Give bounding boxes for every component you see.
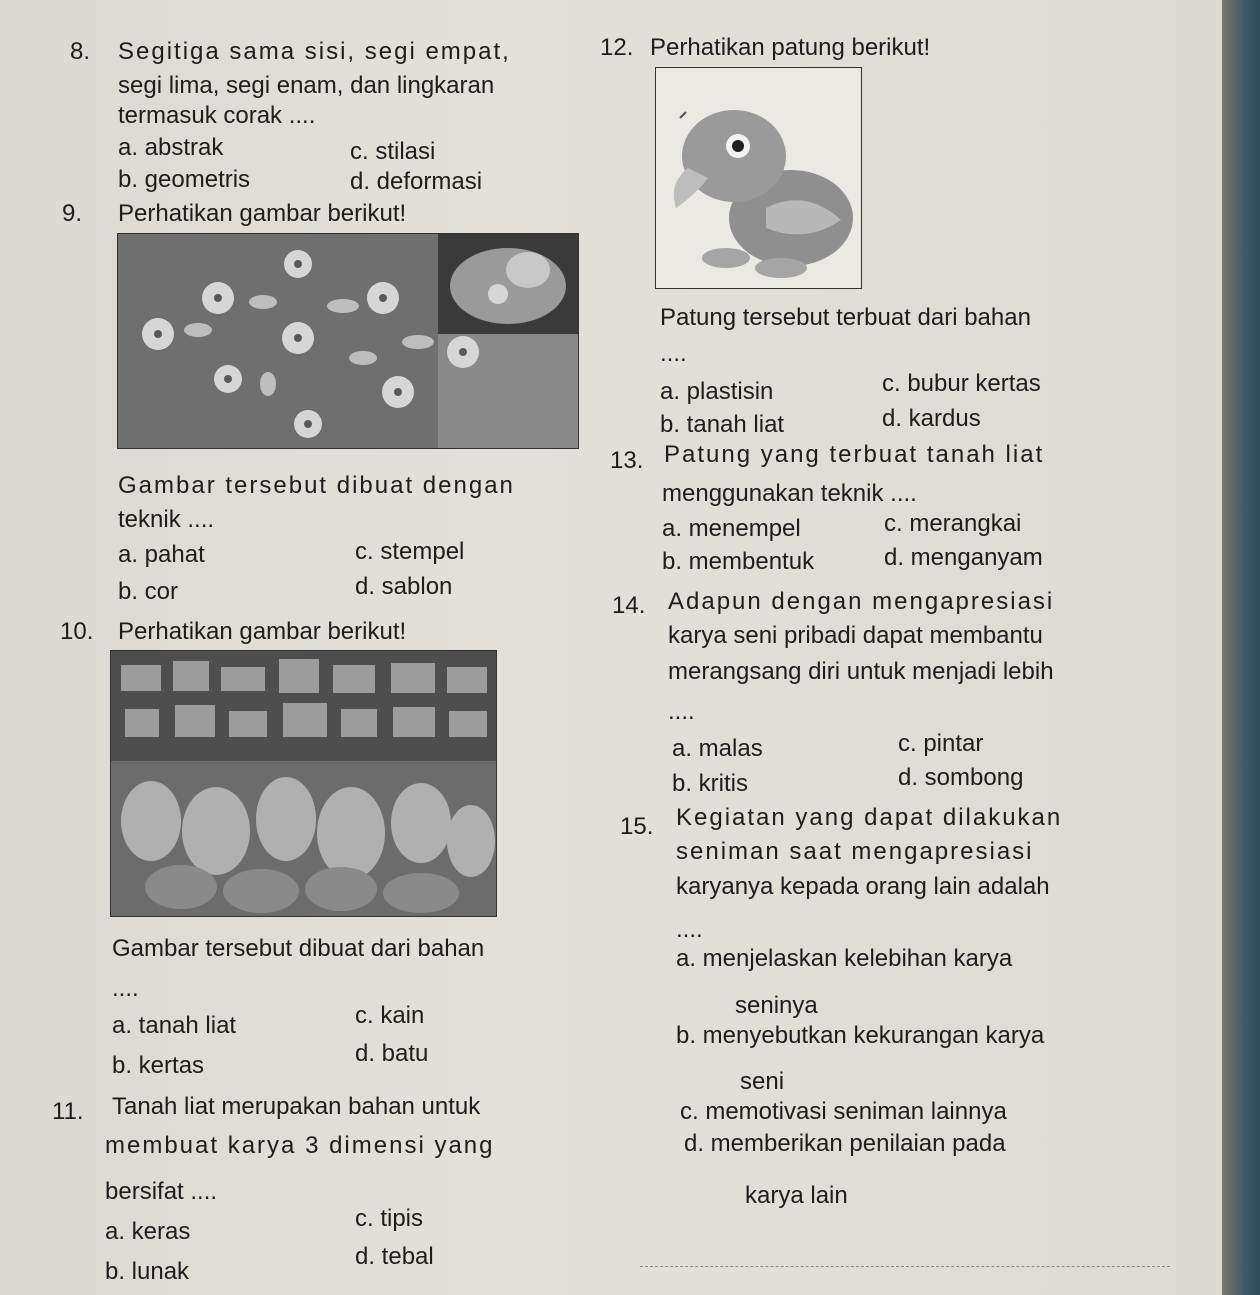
q10-option-b: b. kertas	[112, 1052, 205, 1079]
q12-option-c: c. bubur kertas	[882, 370, 1041, 397]
q10-option-c: c. kain	[355, 1002, 425, 1029]
q11-option-a: a. keras	[105, 1218, 191, 1245]
q15-line3: karyanya kepada orang lain adalah	[676, 873, 1050, 900]
q9-number: 9.	[62, 200, 83, 227]
q15-option-a-line2: seninya	[735, 992, 818, 1019]
q14-line4: ....	[668, 698, 695, 725]
q8-line3: termasuk corak ....	[118, 102, 316, 129]
q10-line1: Gambar tersebut dibuat dari bahan	[112, 935, 485, 962]
q11-number: 11.	[52, 1098, 84, 1125]
q11-option-b: b. lunak	[105, 1258, 190, 1285]
q14-line3: merangsang diri untuk menjadi lebih	[668, 658, 1054, 685]
q14-option-b: b. kritis	[672, 770, 749, 797]
pottery-shop-image	[110, 650, 497, 917]
q14-line2: karya seni pribadi dapat membantu	[668, 622, 1043, 649]
q8-option-b: b. geometris	[118, 166, 251, 193]
q9-option-a: a. pahat	[118, 541, 205, 568]
q11-option-d: d. tebal	[355, 1243, 434, 1270]
q14-option-a: a. malas	[672, 735, 763, 762]
q14-option-c: c. pintar	[898, 730, 984, 757]
q15-option-c: c. memotivasi seniman lainnya	[680, 1098, 1007, 1125]
q15-option-d-line1: d. memberikan penilaian pada	[684, 1130, 1006, 1157]
q14-number: 14.	[612, 592, 646, 619]
q9-line2: teknik ....	[118, 506, 215, 533]
clay-bird-statue-image	[655, 67, 862, 289]
q15-line2: seniman saat mengapresiasi	[676, 838, 1034, 865]
q14-line1: Adapun dengan mengapresiasi	[668, 588, 1055, 615]
q12-number: 12.	[600, 34, 634, 61]
q12-option-b: b. tanah liat	[660, 411, 785, 438]
q10-number: 10.	[60, 618, 94, 645]
q9-option-b: b. cor	[118, 578, 179, 605]
bottom-divider	[640, 1266, 1170, 1267]
q9-option-d: d. sablon	[355, 573, 453, 600]
q11-option-c: c. tipis	[355, 1205, 424, 1232]
q15-line1: Kegiatan yang dapat dilakukan	[676, 804, 1063, 831]
q12-title: Perhatikan patung berikut!	[650, 34, 931, 61]
q13-option-c: c. merangkai	[884, 510, 1022, 537]
q13-option-b: b. membentuk	[662, 548, 815, 575]
q9-title: Perhatikan gambar berikut!	[118, 200, 407, 227]
q11-line1: Tanah liat merupakan bahan untuk	[112, 1093, 481, 1120]
q13-option-d: d. menganyam	[884, 544, 1043, 571]
q12-line1: Patung tersebut terbuat dari bahan	[660, 304, 1031, 331]
page-edge-background	[1222, 0, 1260, 1295]
q8-line2: segi lima, segi enam, dan lingkaran	[118, 72, 495, 99]
q9-line1: Gambar tersebut dibuat dengan	[118, 472, 515, 499]
q13-line1: Patung yang terbuat tanah liat	[664, 441, 1045, 468]
q13-line2: menggunakan teknik ....	[662, 480, 917, 507]
q15-option-d-line2: karya lain	[745, 1182, 848, 1209]
q8-line1: Segitiga sama sisi, segi empat,	[118, 38, 511, 65]
q14-option-d: d. sombong	[898, 764, 1024, 791]
q11-line2: membuat karya 3 dimensi yang	[105, 1132, 495, 1159]
q15-option-a-line1: a. menjelaskan kelebihan karya	[676, 945, 1013, 972]
q10-option-a: a. tanah liat	[112, 1012, 237, 1039]
q12-line2: ....	[660, 340, 687, 367]
q8-option-c: c. stilasi	[350, 138, 436, 165]
q10-line2: ....	[112, 975, 139, 1002]
q13-option-a: a. menempel	[662, 515, 801, 542]
q12-option-d: d. kardus	[882, 405, 981, 432]
q15-line4: ....	[676, 916, 703, 943]
q8-number: 8.	[70, 38, 91, 65]
q15-number: 15.	[620, 813, 654, 840]
batik-stamp-image	[117, 233, 579, 449]
q10-title: Perhatikan gambar berikut!	[118, 618, 407, 645]
q10-option-d: d. batu	[355, 1040, 429, 1067]
q15-option-b-line1: b. menyebutkan kekurangan karya	[676, 1022, 1045, 1049]
q12-option-a: a. plastisin	[660, 378, 774, 405]
q11-line3: bersifat ....	[105, 1178, 218, 1205]
q8-option-d: d. deformasi	[350, 168, 483, 195]
q15-option-b-line2: seni	[740, 1068, 785, 1095]
q13-number: 13.	[610, 447, 644, 474]
q9-option-c: c. stempel	[355, 538, 465, 565]
q8-option-a: a. abstrak	[118, 134, 224, 161]
